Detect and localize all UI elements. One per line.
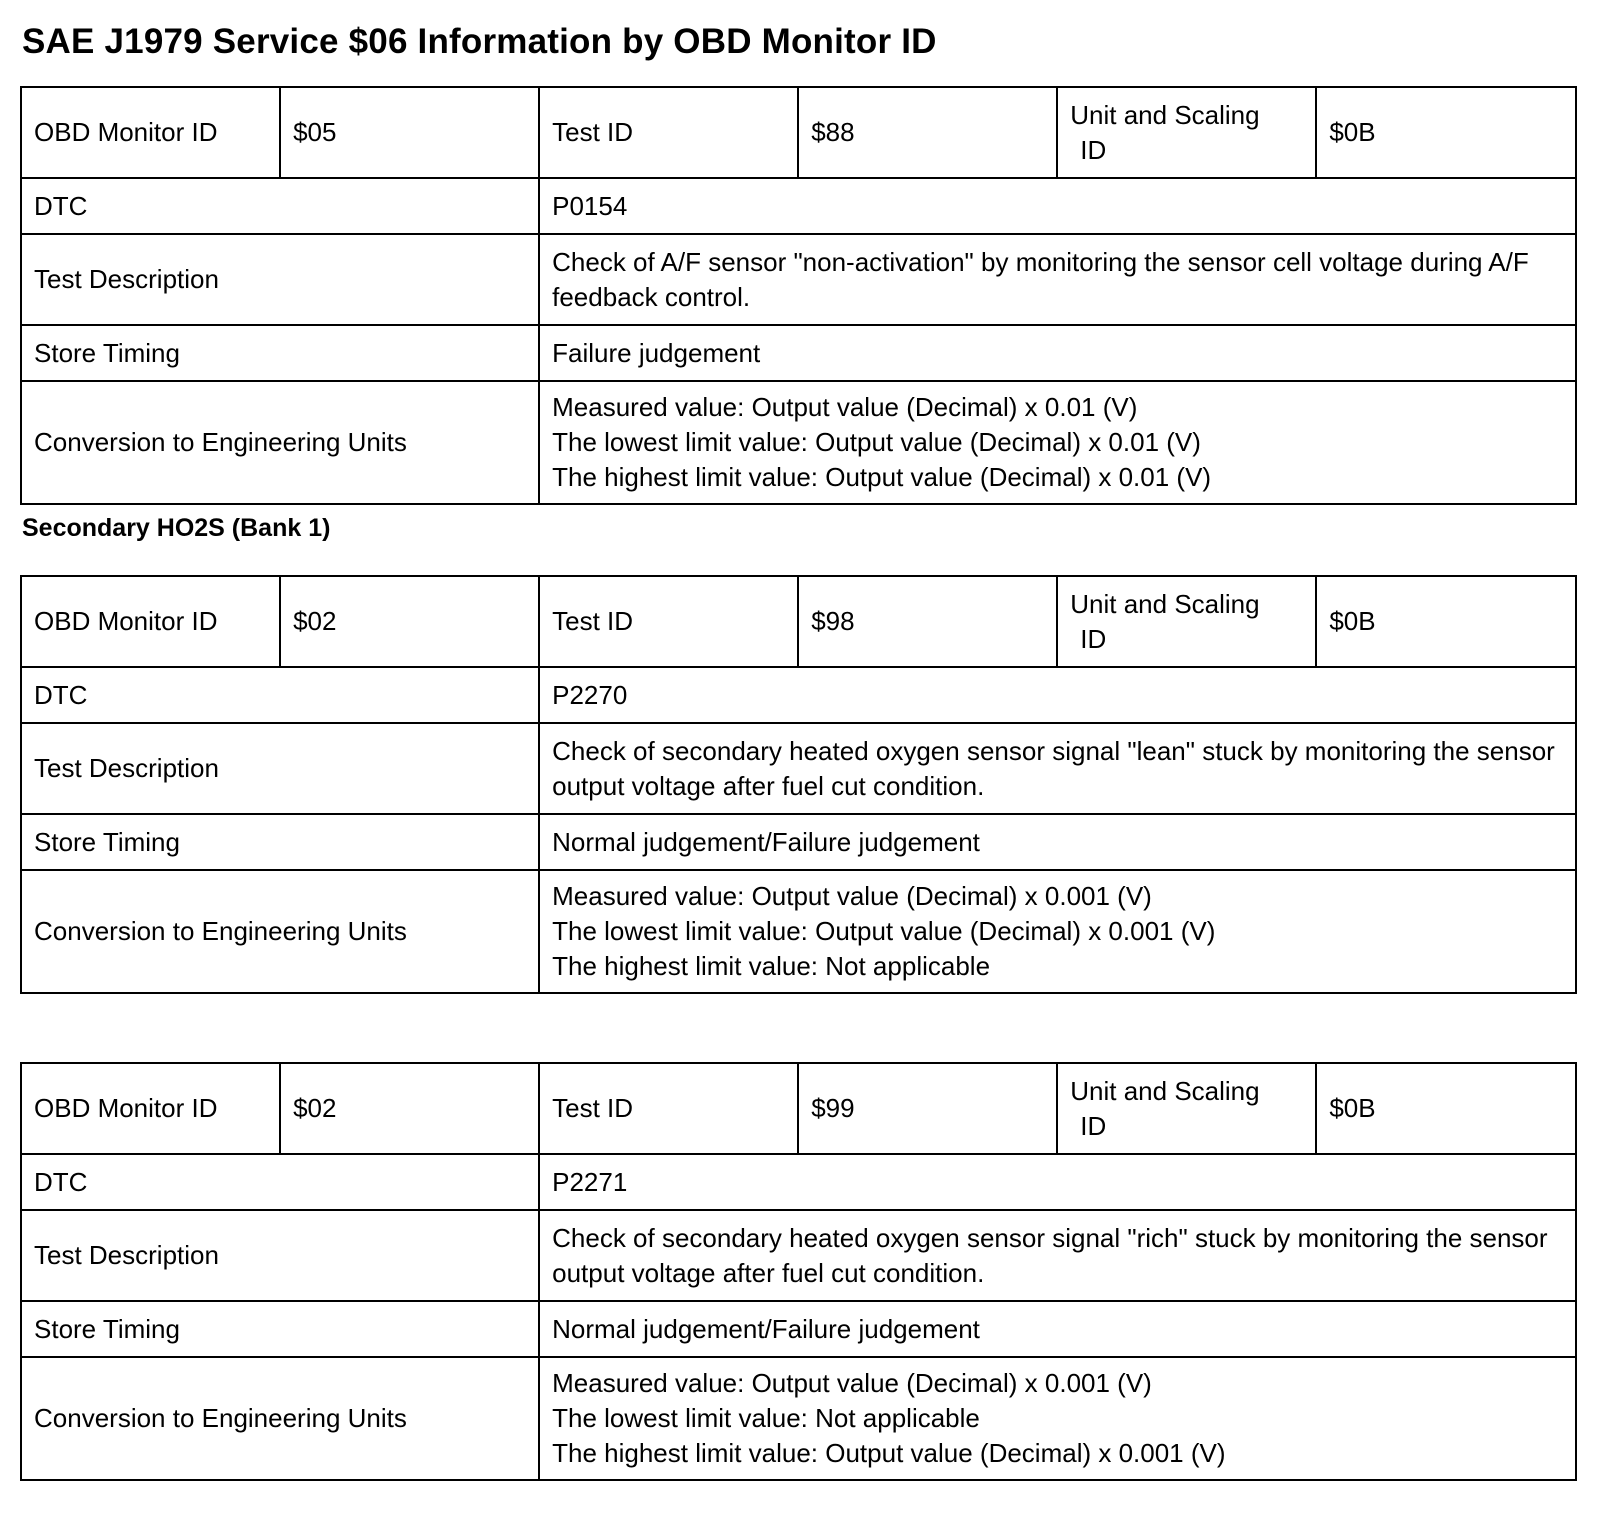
table-row [21,1301,1576,1357]
test-id-label: Test ID [539,87,798,178]
store-timing-value: Normal judgement/Failure judgement [539,1301,1576,1357]
conversion-line: The highest limit value: Output value (Decimal) x 0.001 (V) [552,1438,1226,1468]
test-description-label: Test Description [21,723,539,814]
obd-monitor-id-label: OBD Monitor ID [21,576,280,667]
conversion-line: Measured value: Output value (Decimal) x 0.001 (V) [552,881,1152,911]
table-row [21,1154,1576,1210]
table-row [21,1210,1576,1301]
test-description-value: Check of A/F sensor "non-activation" by monitoring the sensor cell voltage during A/F feedback control. [539,234,1576,325]
unit-scaling-id-label [1057,87,1316,178]
test-description-value: Check of secondary heated oxygen sensor signal "rich" stuck by monitoring the sensor output voltage after fuel cut condition. [539,1210,1576,1301]
dtc-label: DTC [21,1154,539,1210]
unit-scaling-id-label-line2: ID [1080,623,1107,654]
table-row [21,87,1576,178]
dtc-value: P2271 [539,1154,1576,1210]
store-timing-label: Store Timing [21,1301,539,1357]
dtc-label: DTC [21,667,539,723]
table-row [21,234,1576,325]
conversion-value [539,870,1576,993]
obd-monitor-id-value: $02 [280,576,539,667]
conversion-line: The lowest limit value: Output value (Decimal) x 0.001 (V) [552,916,1216,946]
table-row [21,723,1576,814]
conversion-line: The highest limit value: Not applicable [552,951,991,981]
unit-scaling-id-value: $0B [1316,576,1576,667]
unit-scaling-id-label-line1: Unit and Scaling [1070,99,1260,130]
table-row [21,1357,1576,1480]
table-row [21,667,1576,723]
conversion-line: The highest limit value: Output value (Decimal) x 0.01 (V) [552,462,1212,492]
store-timing-value: Failure judgement [539,325,1576,381]
table-row [21,325,1576,381]
dtc-value: P2270 [539,667,1576,723]
test-id-label: Test ID [539,576,798,667]
conversion-line: The lowest limit value: Output value (Decimal) x 0.01 (V) [552,427,1201,457]
test-description-value: Check of secondary heated oxygen sensor signal "lean" stuck by monitoring the sensor output voltage after fuel cut condition. [539,723,1576,814]
table-row [21,870,1576,993]
obd-monitor-id-value: $05 [280,87,539,178]
unit-scaling-id-label-line2: ID [1080,134,1107,165]
conversion-label: Conversion to Engineering Units [21,381,539,504]
conversion-line: Measured value: Output value (Decimal) x 0.01 (V) [552,392,1138,422]
conversion-line: Measured value: Output value (Decimal) x 0.001 (V) [552,1368,1152,1398]
conversion-value [539,381,1576,504]
table-row [21,381,1576,504]
unit-scaling-id-label-line2: ID [1080,1110,1107,1141]
table-row [21,576,1576,667]
table-row [21,178,1576,234]
test-description-label: Test Description [21,234,539,325]
store-timing-value: Normal judgement/Failure judgement [539,814,1576,870]
obd-monitor-id-label: OBD Monitor ID [21,1063,280,1154]
dtc-label: DTC [21,178,539,234]
test-id-label: Test ID [539,1063,798,1154]
conversion-value [539,1357,1576,1480]
obd-info-table [20,575,1577,994]
table-row [21,814,1576,870]
conversion-label: Conversion to Engineering Units [21,870,539,993]
obd-info-table [20,1062,1577,1481]
page-title: SAE J1979 Service $06 Information by OBD Monitor ID [22,22,937,61]
unit-scaling-id-label-line1: Unit and Scaling [1070,1075,1260,1106]
test-id-value: $99 [798,1063,1057,1154]
dtc-value: P0154 [539,178,1576,234]
unit-scaling-id-label [1057,1063,1316,1154]
obd-info-table [20,86,1577,505]
conversion-label: Conversion to Engineering Units [21,1357,539,1480]
unit-scaling-id-label-line1: Unit and Scaling [1070,588,1260,619]
conversion-line: The lowest limit value: Not applicable [552,1403,980,1433]
store-timing-label: Store Timing [21,814,539,870]
unit-scaling-id-value: $0B [1316,1063,1576,1154]
store-timing-label: Store Timing [21,325,539,381]
test-description-label: Test Description [21,1210,539,1301]
table-row [21,1063,1576,1154]
unit-scaling-id-label [1057,576,1316,667]
test-id-value: $98 [798,576,1057,667]
obd-monitor-id-label: OBD Monitor ID [21,87,280,178]
unit-scaling-id-value: $0B [1316,87,1576,178]
test-id-value: $88 [798,87,1057,178]
obd-monitor-id-value: $02 [280,1063,539,1154]
section-heading: Secondary HO2S (Bank 1) [22,514,331,542]
